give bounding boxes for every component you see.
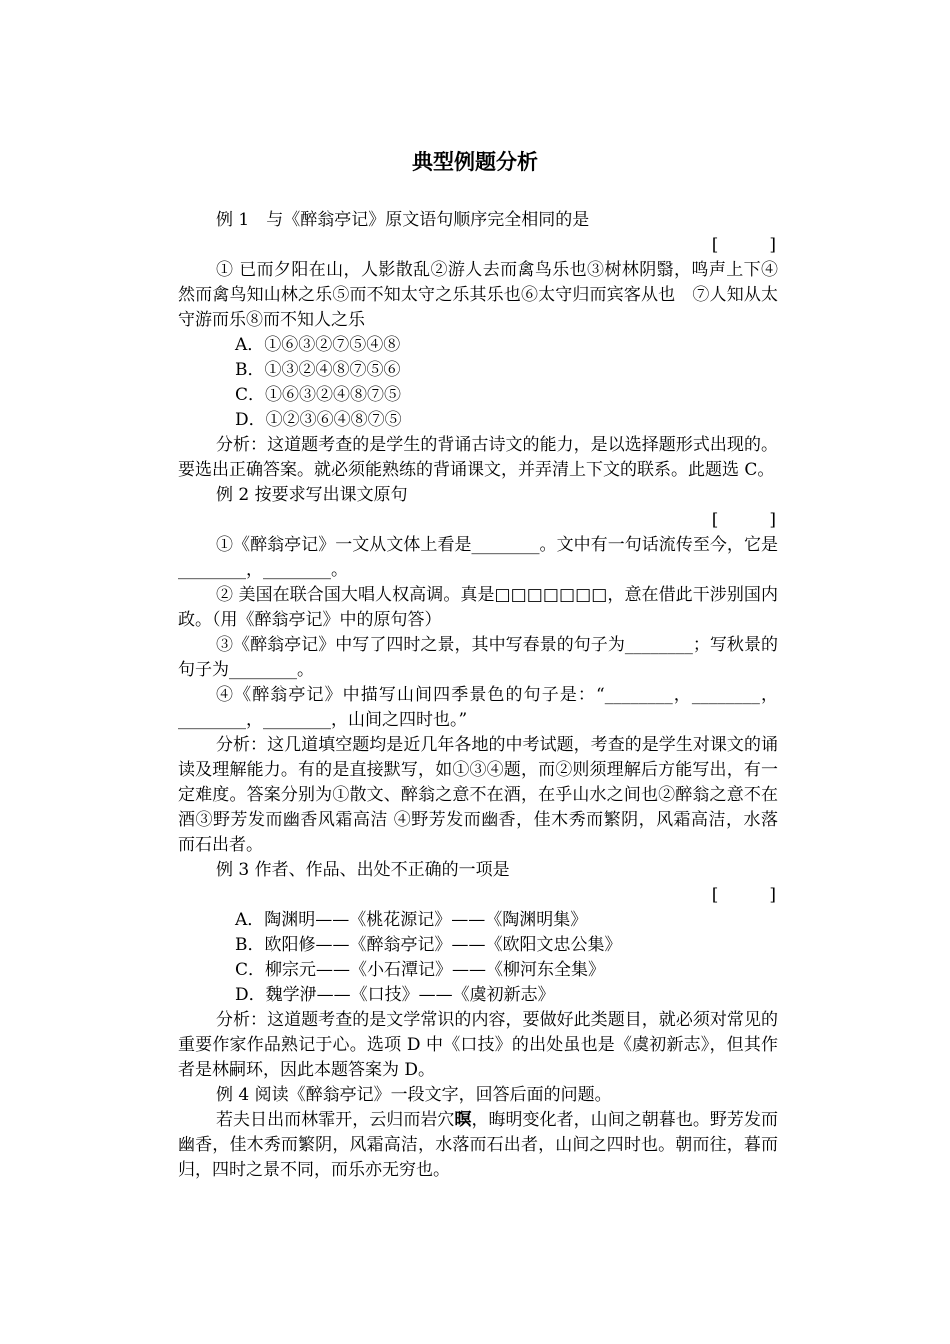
example-1-passage: ① 已而夕阳在山，人影散乱②游人去而禽鸟乐也③树林阴翳，鸣声上下④然而禽鸟知山林之乐⑤而不知太守之乐其乐也⑥太守归而宾客从也 ⑦人知从太守游而乐⑧而不知人之乐 [178,260,778,330]
example-1-option-b: B．①③②④⑧⑦⑤⑥ [235,360,401,380]
example-4-passage-part-1: 若夫日出而林霏开，云归而岩穴 [216,1110,455,1130]
example-2-answer-bracket: [ ] [711,510,776,530]
example-3-option-d: D．魏学洢——《口技》——《虞初新志》 [235,985,555,1005]
example-1-analysis: 分析：这道题考查的是学生的背诵古诗文的能力，是以选择题形式出现的。要选出正确答案。就必须能熟练的背诵课文，并弄清上下文的联系。此题选 C。 [178,435,778,480]
example-3-option-b: B．欧阳修——《醉翁亭记》——《欧阳文忠公集》 [235,935,622,955]
document-body [178,208,778,1183]
example-4-passage-part-2: ，晦明变化者，山间之朝暮也。野芳发而幽香，佳木秀而繁阴，风霜高洁，水落而石出者，山间之四时也。朝而往，暮而归，四时之景不同，而乐亦无穷也。 [178,1110,778,1180]
example-1-option-a: A．①⑥③②⑦⑤④⑧ [235,335,401,355]
example-4-passage [178,1108,778,1183]
example-3-analysis: 分析：这道题考查的是文学常识的内容，要做好此类题目，就必须对常见的重要作家作品熟记于心。选项 D 中《口技》的出处虽也是《虞初新志》，但其作者是林嗣环，因此本题答案为 D。 [178,1010,778,1080]
example-2-item-3: ③《醉翁亭记》中写了四时之景，其中写春景的句子为________；写秋景的句子为________。 [178,635,778,680]
example-3-question: 例 3 作者、作品、出处不正确的一项是 [216,860,510,880]
example-1-option-d: D．①②③⑥④⑧⑦⑤ [235,410,402,430]
example-2-question: 例 2 按要求写出课文原句 [216,485,408,505]
example-2-item-4: ④《醉翁亭记》中描写山间四季景色的句子是：“________，________，________，________，山间之四时也。” [178,685,778,730]
example-2-item-2: ② 美国在联合国大唱人权高调。真是□□□□□□□，意在借此干涉别国内政。（用《醉翁亭记》中的原句答） [178,585,778,630]
example-3-option-a: A．陶渊明——《桃花源记》——《陶渊明集》 [235,910,588,930]
example-1-question: 例 1 与《醉翁亭记》原文语句顺序完全相同的是 [216,210,590,230]
example-1-option-c: C．①⑥③②④⑧⑦⑤ [235,385,402,405]
example-3-option-c: C．柳宗元——《小石潭记》——《柳河东全集》 [235,960,606,980]
example-4-passage-bold-char: 暝 [454,1110,472,1130]
example-3-answer-bracket: [ ] [711,885,776,905]
example-4-question: 例 4 阅读《醉翁亭记》一段文字，回答后面的问题。 [216,1085,612,1105]
page-title: 典型例题分析 [412,150,538,174]
example-1-answer-bracket: [ ] [711,235,776,255]
example-2-item-1: ①《醉翁亭记》一文从文体上看是________。文中有一句话流传至今，它是________，________。 [178,535,778,580]
example-2-analysis: 分析：这几道填空题均是近几年各地的中考试题，考查的是学生对课文的诵读及理解能力。有的是直接默写，如①③④题，而②则须理解后方能写出，有一定难度。答案分别为①散文、醉翁之意不在酒，在乎山水之间也②醉翁之意不在酒③野芳发而幽香风霜高洁 ④野芳发而幽香，佳木秀而繁阴，风霜高洁，水落而石出者。 [178,735,778,855]
